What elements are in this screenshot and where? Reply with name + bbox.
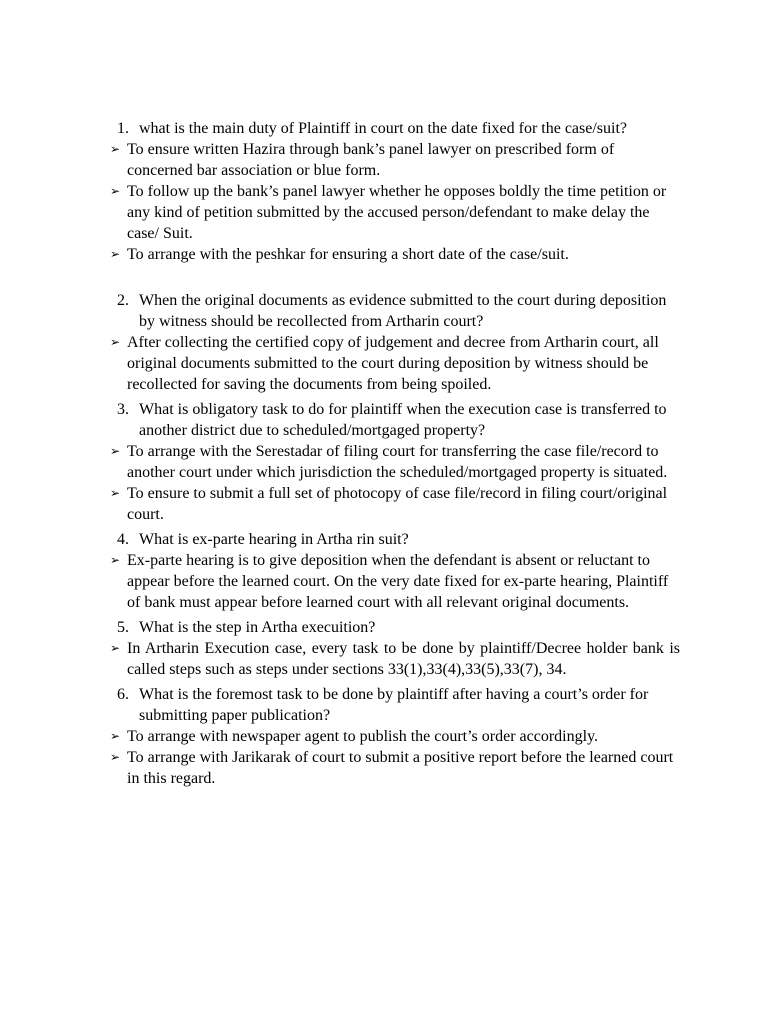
qa-item-3 <box>110 399 680 525</box>
qa-item-2 <box>110 290 680 395</box>
answer-text: To arrange with the peshkar for ensuring a short date of the case/suit. <box>127 246 569 263</box>
question-4 <box>110 529 680 550</box>
question-text: When the original documents as evidence submitted to the court during deposition by witness should be recollected from Artharin court? <box>139 292 667 330</box>
question-6 <box>110 684 680 726</box>
question-number: 1. <box>117 120 129 137</box>
answer-bullet <box>110 181 680 244</box>
answer-bullet <box>110 441 680 483</box>
answer-bullet <box>110 332 680 395</box>
arrowhead-bullet-icon: ➢ <box>110 335 121 349</box>
answer-text: To arrange with Jarikarak of court to submit a positive report before the learned court in this regard. <box>127 749 674 787</box>
answer-text: To ensure to submit a full set of photocopy of case file/record in filing court/original court. <box>127 485 668 523</box>
question-text: What is the foremost task to be done by plaintiff after having a court’s order for submitting paper publication? <box>139 686 649 724</box>
question-1 <box>110 118 680 139</box>
question-text: What is the step in Artha execuition? <box>139 619 376 636</box>
qa-item-1 <box>110 118 680 265</box>
question-5 <box>110 617 680 638</box>
question-number: 5. <box>117 619 129 636</box>
question-3 <box>110 399 680 441</box>
answer-bullet <box>110 726 680 747</box>
question-text: What is obligatory task to do for plaintiff when the execution case is transferred to another district due to scheduled/mortgaged property? <box>139 401 667 439</box>
arrowhead-bullet-icon: ➢ <box>110 444 121 458</box>
answer-bullet <box>110 747 680 789</box>
arrowhead-bullet-icon: ➢ <box>110 142 121 156</box>
question-number: 6. <box>117 686 129 703</box>
answer-text: In Artharin Execution case, every task to be done by plaintiff/Decree holder bank is called steps such as steps under sections 33(1),33(4),33(5),33(7), 34. <box>127 640 680 678</box>
answer-text: To arrange with newspaper agent to publish the court’s order accordingly. <box>127 728 599 745</box>
question-text: what is the main duty of Plaintiff in court on the date fixed for the case/suit? <box>139 120 628 137</box>
answer-bullet <box>110 550 680 613</box>
answer-bullet <box>110 244 680 265</box>
arrowhead-bullet-icon: ➢ <box>110 247 121 261</box>
answer-text: To arrange with the Serestadar of filing court for transferring the case file/record to another court under which jurisdiction the scheduled/mortgaged property is situated. <box>127 443 668 481</box>
answer-text: Ex-parte hearing is to give deposition when the defendant is absent or reluctant to appear before the learned court. On the very date fixed for ex-parte hearing, Plaintiff of bank must appear before learned court with all relevant original documents. <box>127 552 669 611</box>
question-number: 2. <box>117 292 129 309</box>
document-body <box>110 118 680 789</box>
question-text: What is ex-parte hearing in Artha rin suit? <box>139 531 409 548</box>
arrowhead-bullet-icon: ➢ <box>110 729 121 743</box>
answer-bullet <box>110 638 680 680</box>
answer-bullet <box>110 139 680 181</box>
arrowhead-bullet-icon: ➢ <box>110 184 121 198</box>
answer-text: To follow up the bank’s panel lawyer whether he opposes boldly the time petition or any kind of petition submitted by the accused person/defendant to make delay the case/ Suit. <box>127 183 667 242</box>
question-2 <box>110 290 680 332</box>
arrowhead-bullet-icon: ➢ <box>110 641 121 655</box>
arrowhead-bullet-icon: ➢ <box>110 750 121 764</box>
qa-item-5 <box>110 617 680 680</box>
arrowhead-bullet-icon: ➢ <box>110 553 121 567</box>
answer-text: After collecting the certified copy of judgement and decree from Artharin court, all original documents submitted to the court during deposition by witness should be recollected for saving the documents from being spoiled. <box>127 334 659 393</box>
arrowhead-bullet-icon: ➢ <box>110 486 121 500</box>
question-number: 4. <box>117 531 129 548</box>
answer-text: To ensure written Hazira through bank’s panel lawyer on prescribed form of concerned bar association or blue form. <box>127 141 615 179</box>
question-number: 3. <box>117 401 129 418</box>
qa-item-4 <box>110 529 680 613</box>
answer-bullet <box>110 483 680 525</box>
qa-item-6 <box>110 684 680 789</box>
